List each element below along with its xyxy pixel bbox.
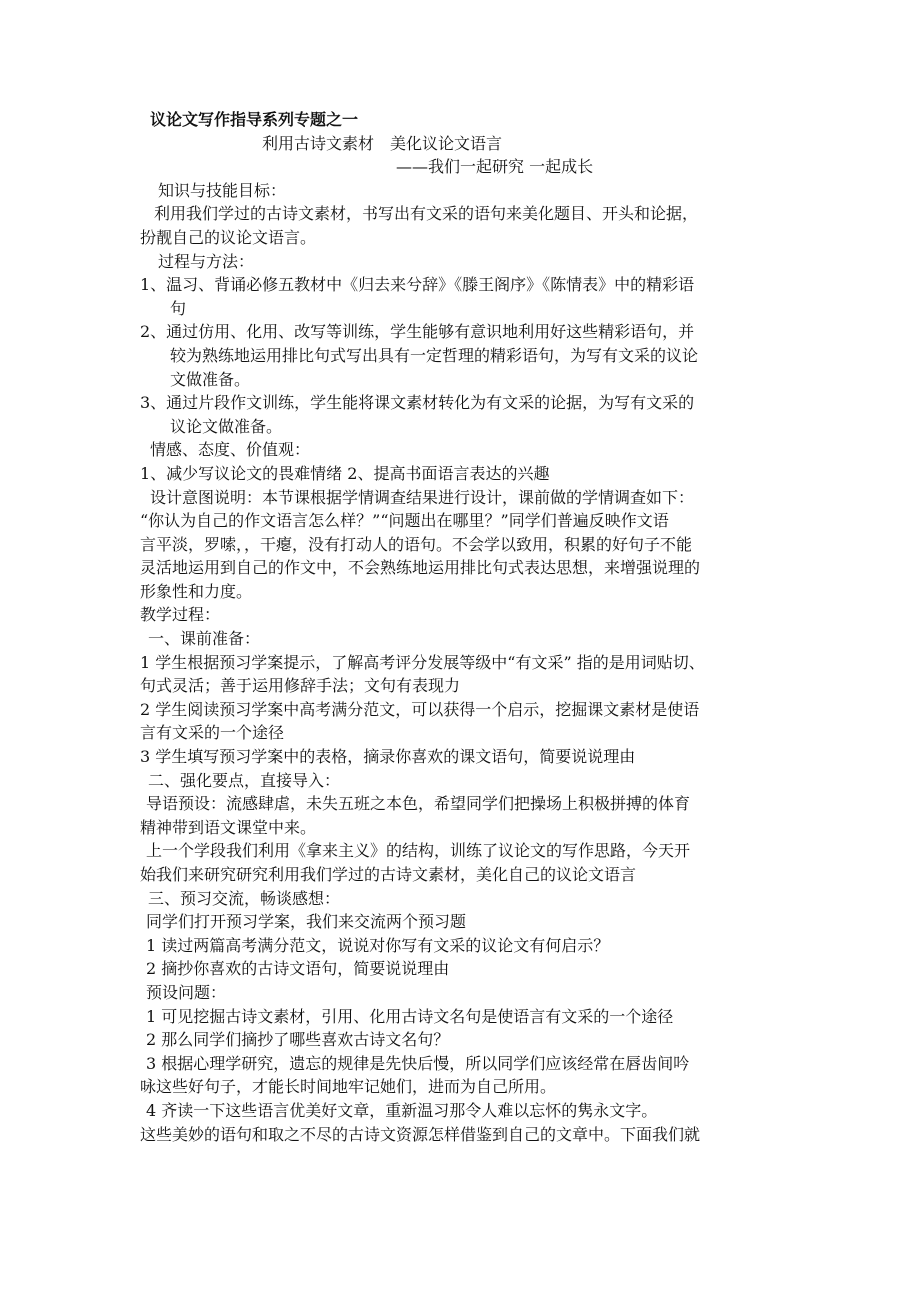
list-item-continuation: 句: [170, 298, 187, 318]
document-subtitle: 利用古诗文素材 美化议论文语言: [262, 133, 503, 153]
subsection-heading: 三、预习交流，畅谈感想：: [148, 888, 341, 908]
subsection-heading: 二、强化要点，直接导入：: [148, 770, 341, 790]
paragraph-line: 导语预设：流感肆虐，未失五班之本色，希望同学们把操场上积极拼搏的体育: [146, 794, 691, 814]
list-item: 1、减少写议论文的畏难情绪 2、提高书面语言表达的兴趣: [140, 463, 550, 483]
paragraph-line: “你认为自己的作文语言怎么样？”“问题出在哪里？”同学们普遍反映作文语: [140, 511, 669, 531]
list-item: 3 学生填写预习学案中的表格，摘录你喜欢的课文语句，简要说说理由: [140, 747, 636, 767]
section-heading-teaching: 教学过程：: [140, 605, 221, 625]
list-item: 4 齐读一下这些语言优美好文章，重新温习那令人难以忘怀的隽永文字。: [146, 1100, 658, 1120]
paragraph-line: 言平淡，罗嗦，，干瘪，没有打动人的语句。不会学以致用，积累的好句子不能: [140, 534, 693, 554]
list-item: 2、通过仿用、化用、改写等训练，学生能够有意识地利用好这些精彩语句，并: [140, 322, 695, 342]
section-heading-knowledge: 知识与技能目标：: [158, 180, 287, 200]
list-item: 1 学生根据预习学案提示，了解高考评分发展等级中“有文采” 指的是用词贴切、: [140, 652, 705, 672]
paragraph-line: 这些美妙的语句和取之不尽的古诗文资源怎样借鉴到自己的文章中。下面我们就: [140, 1124, 701, 1144]
document-tagline: ——我们一起研究 一起成长: [396, 157, 594, 177]
paragraph-line: 精神带到语文课堂中来。: [140, 817, 317, 837]
paragraph-line: 利用我们学过的古诗文素材，书写出有文采的语句来美化题目、开头和论据，: [154, 204, 699, 224]
list-item-continuation: 言有文采的一个途径: [140, 723, 285, 743]
paragraph-line: 始我们来研究研究利用我们学过的古诗文素材，美化自己的议论文语言: [140, 865, 637, 884]
document-title: 议论文写作指导系列专题之一: [150, 110, 359, 129]
list-item-continuation: 较为熟练地运用排比句式写出具有一定哲理的精彩语句，为写有文采的议论: [170, 345, 699, 365]
list-item-continuation: 文做准备。: [170, 369, 251, 389]
paragraph-line: 设计意图说明：本节课根据学情调查结果进行设计，课前做的学情调查如下：: [150, 487, 695, 507]
list-item: 3 根据心理学研究，遗忘的规律是先快后慢，所以同学们应该经常在唇齿间吟: [146, 1053, 690, 1073]
list-item: 2 摘抄你喜欢的古诗文语句，简要说说理由: [146, 959, 450, 979]
paragraph-line: 灵活地运用到自己的作文中，不会熟练地运用排比句式表达思想，来增强说理的: [140, 558, 701, 578]
paragraph-line: 扮靓自己的议论文语言。: [140, 227, 317, 247]
list-item: 3、通过片段作文训练，学生能将课文素材转化为有文采的论据，为写有文采的: [140, 393, 695, 413]
list-item-continuation: 句式灵活；善于运用修辞手法；文句有表现力: [140, 676, 461, 696]
list-item: 1 可见挖掘古诗文素材，引用、化用古诗文名句是使语言有文采的一个途径: [146, 1006, 674, 1026]
document-page: [140, 108, 790, 1146]
list-item: 1、温习、背诵必修五教材中《归去来兮辞》《滕王阁序》《陈情表》中的精彩语: [140, 275, 695, 295]
subsection-heading: 一、课前准备：: [148, 629, 261, 649]
paragraph-line: 同学们打开预习学案，我们来交流两个预习题: [146, 912, 467, 932]
list-item-continuation: 议论文做准备。: [170, 416, 283, 436]
paragraph-line: 形象性和力度。: [140, 581, 253, 601]
section-heading-process: 过程与方法：: [158, 251, 255, 271]
list-item: 2 学生阅读预习学案中高考满分范文，可以获得一个启示，挖掘课文素材是使语: [140, 699, 700, 719]
list-item: 2 那么同学们摘抄了哪些喜欢古诗文名句？: [146, 1030, 450, 1050]
section-heading-attitude: 情感、态度、价值观：: [150, 440, 311, 460]
list-item: 1 读过两篇高考满分范文，说说对你写有文采的议论文有何启示？: [146, 935, 610, 955]
list-item-continuation: 咏这些好句子，才能长时间地牢记她们，进而为自己所用。: [140, 1077, 557, 1097]
paragraph-line: 上一个学段我们利用《拿来主义》的结构，训练了议论文的写作思路，今天开: [146, 841, 691, 861]
paragraph-line: 预设问题：: [146, 982, 227, 1002]
